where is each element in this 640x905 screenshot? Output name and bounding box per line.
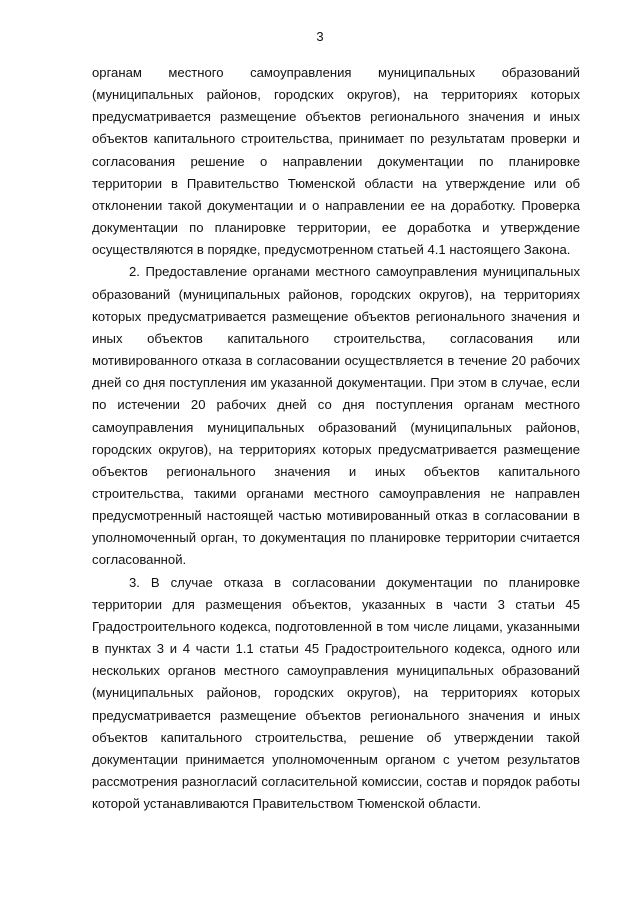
paragraph-continuation: органам местного самоуправления муниципальных образований (муниципальных районов, городских округов), на территориях которых предусматривается размещение объектов регионального значения и иных объектов капитального строительства, принимает по результатам проверки и согласования решение о направлении документации по планировке территории в Правительство Тюменской области на утверждение или об отклонении такой документации и о направлении ее на доработку. Проверка документации по планировке территории, ее доработка и утверждение осуществляются в порядке, предусмотренном статьей 4.1 настоящего Закона.	[92, 65, 580, 258]
paragraph-3: 3. В случае отказа в согласовании документации по планировке территории для размещения объектов, указанных в части 3 статьи 45 Градостроительного кодекса, подготовленной в том числе лицами, указанными в пунктах 3 и 4 части 1.1 статьи 45 Градостроительного кодекса, одного или нескольких органов местного самоуправления муниципальных образований (муниципальных районов, городских округов), на территориях которых предусматривается размещение объектов регионального значения и иных объектов капитального строительства, решение об утверждении такой документации принимается уполномоченным органом с учетом результатов рассмотрения разногласий согласительной комиссии, состав и порядок работы которой устанавливаются Правительством Тюменской области.	[92, 574, 580, 812]
paragraph-2: 2. Предоставление органами местного самоуправления муниципальных образований (муниципальных районов, городских округов), на территориях которых предусматривается размещение объектов регионального значения и иных объектов капитального строительства, согласования или мотивированного отказа в согласовании осуществляется в течение 20 рабочих дней со дня поступления им указанной документации. При этом в случае, если по истечении 20 рабочих дней со дня поступления органам местного самоуправления муниципальных образований (муниципальных районов, городских округов), на территориях которых предусматривается размещение объектов регионального значения и иных объектов капитального строительства, такими органами местного самоуправления не направлен предусмотренный настоящей частью мотивированный отказ в согласовании в уполномоченный орган, то документация по планировке территории считается согласованной.	[92, 264, 580, 568]
document-body	[92, 62, 580, 815]
page-number: 3	[316, 29, 324, 44]
